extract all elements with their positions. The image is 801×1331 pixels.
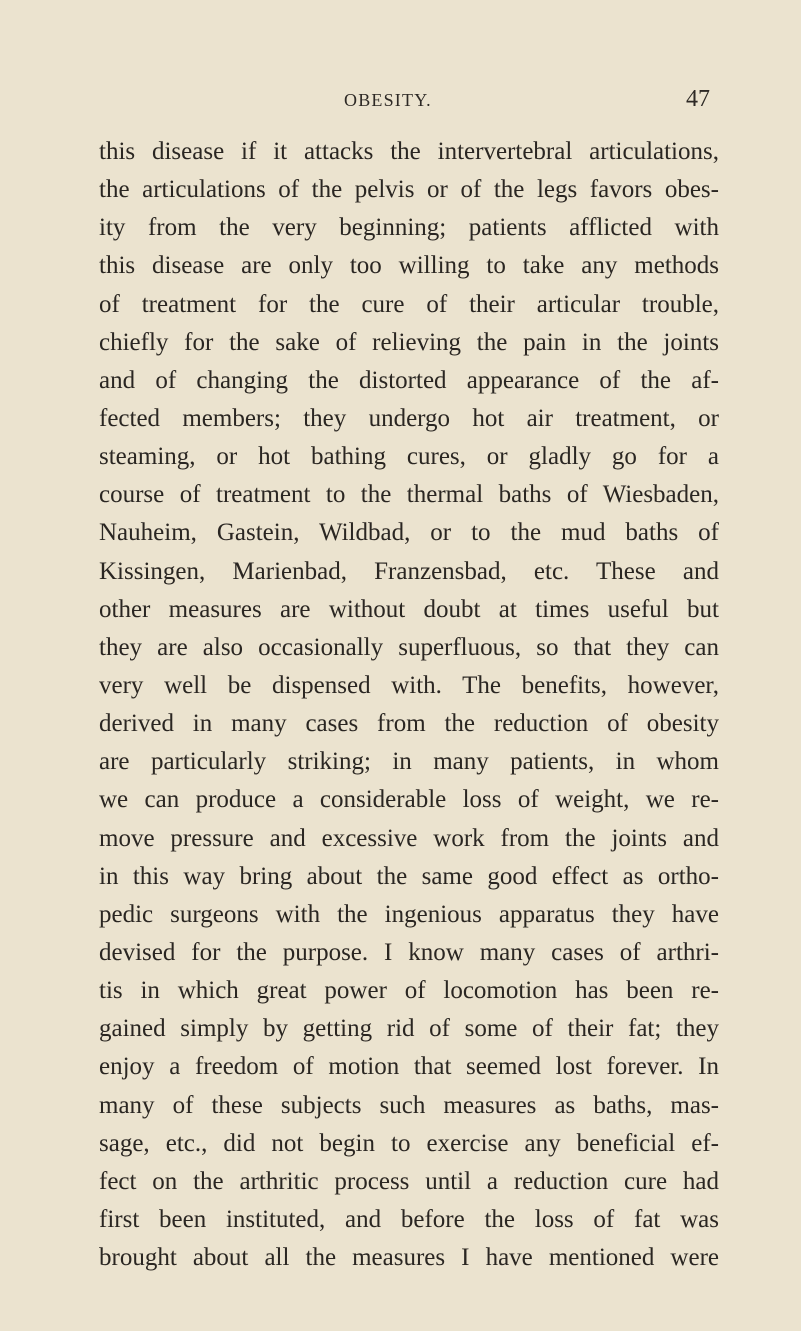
- text-line: steaming, or hot bathing cures, or gladly go for a: [99, 443, 719, 471]
- text-line: brought about all the measures I have mentioned were: [99, 1244, 719, 1272]
- text-line: of treatment for the cure of their articular trouble,: [99, 290, 719, 318]
- text-line: pedic surgeons with the ingenious apparatus they have: [99, 900, 719, 928]
- text-line: derived in many cases from the reduction of obesity: [99, 710, 719, 738]
- text-line: and of changing the distorted appearance of the af-: [99, 366, 719, 394]
- text-line: first been instituted, and before the loss of fat was: [99, 1205, 719, 1233]
- text-line: tis in which great power of locomotion has been re-: [99, 977, 719, 1005]
- text-line: many of these subjects such measures as baths, mas-: [99, 1091, 719, 1119]
- text-line: Kissingen, Marienbad, Franzensbad, etc. These and: [99, 557, 719, 585]
- page-number: 47: [686, 86, 710, 112]
- page-header: [0, 86, 801, 116]
- text-line: the articulations of the pelvis or of the legs favors obes-: [99, 176, 719, 204]
- text-line: we can produce a considerable loss of weight, we re-: [99, 786, 719, 814]
- body-text: [99, 133, 719, 1277]
- text-line: chiefly for the sake of relieving the pain in the joints: [99, 328, 719, 356]
- text-line: enjoy a freedom of motion that seemed lost forever. In: [99, 1053, 719, 1081]
- text-line: gained simply by getting rid of some of their fat; they: [99, 1015, 719, 1043]
- text-line: fected members; they undergo hot air treatment, or: [99, 404, 719, 432]
- text-line: Nauheim, Gastein, Wildbad, or to the mud baths of: [99, 519, 719, 547]
- text-line: sage, etc., did not begin to exercise any beneficial ef-: [99, 1129, 719, 1157]
- text-line: this disease if it attacks the intervertebral articulations,: [99, 138, 719, 165]
- running-head: OBESITY.: [344, 90, 432, 110]
- text-line: in this way bring about the same good effect as ortho-: [99, 862, 719, 890]
- text-line: this disease are only too willing to take any methods: [99, 252, 719, 280]
- text-line: other measures are without doubt at times useful but: [99, 595, 719, 623]
- text-line: devised for the purpose. I know many cases of arthri-: [99, 938, 719, 966]
- text-line: are particularly striking; in many patients, in whom: [99, 748, 719, 776]
- text-line: move pressure and excessive work from the joints and: [99, 824, 719, 852]
- text-line: very well be dispensed with. The benefits, however,: [99, 671, 719, 699]
- text-line: ity from the very beginning; patients afflicted with: [99, 214, 719, 242]
- text-line: fect on the arthritic process until a reduction cure had: [99, 1167, 719, 1195]
- text-line: course of treatment to the thermal baths of Wiesbaden,: [99, 481, 719, 509]
- text-line: they are also occasionally superfluous, so that they can: [99, 633, 719, 661]
